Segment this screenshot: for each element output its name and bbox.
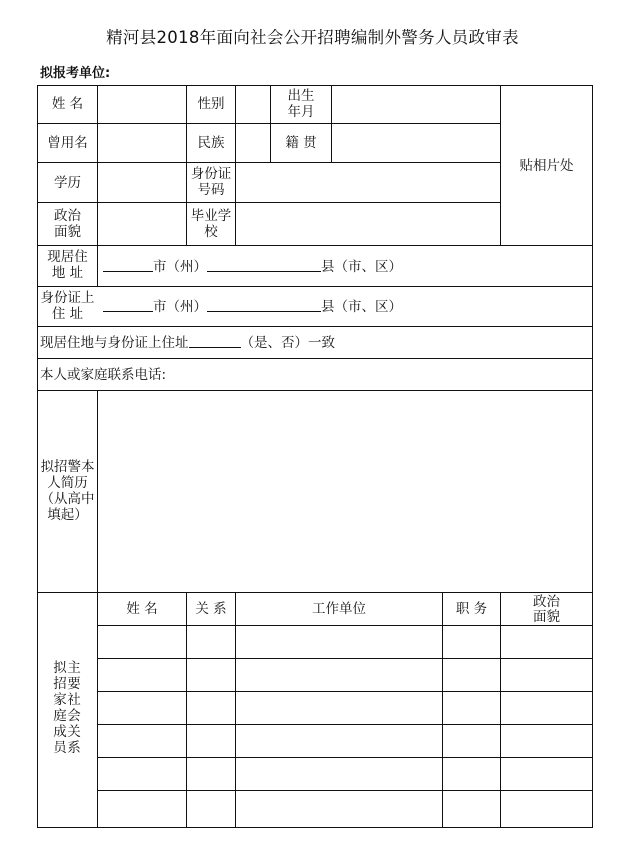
- family-char: 社: [67, 692, 81, 708]
- family-header-political-line2: 面貌: [533, 609, 560, 625]
- id-number-field[interactable]: [236, 163, 500, 202]
- birth-label-line2: 年月: [287, 104, 315, 120]
- family-char: 主: [67, 660, 81, 676]
- gender-field[interactable]: [236, 86, 270, 123]
- consistency-suffix: （是、否）一致: [240, 335, 335, 351]
- address-consistency-line[interactable]: [40, 334, 335, 351]
- school-label-line1: 毕业学: [190, 208, 232, 224]
- id-number-label-line1: 身份证: [190, 166, 232, 182]
- education-field[interactable]: [98, 163, 186, 202]
- resume-label-line4: 填起）: [47, 507, 88, 523]
- family-char: 家: [53, 692, 67, 708]
- photo-area[interactable]: [501, 86, 592, 245]
- family-char: 招: [53, 676, 67, 692]
- family-char: 拟: [53, 660, 67, 676]
- political-status-label-line2: 面貌: [54, 224, 81, 240]
- city-blank[interactable]: [103, 298, 153, 312]
- name-field[interactable]: [98, 86, 186, 123]
- family-row[interactable]: [98, 725, 592, 757]
- current-address-label-line1: 现居住: [47, 249, 88, 265]
- resume-label-line2: 人简历: [47, 475, 88, 491]
- education-label: 学历: [54, 175, 81, 191]
- county-label: 县（市、区）: [321, 259, 402, 275]
- family-header-position: 职 务: [455, 601, 488, 617]
- family-row[interactable]: [98, 791, 592, 827]
- native-place-label: 籍 贯: [285, 135, 317, 151]
- family-label-col2: [66, 660, 82, 756]
- birth-label-line1: 出生: [287, 88, 315, 104]
- resume-textarea[interactable]: [98, 391, 592, 592]
- city-label: 市（州）: [153, 299, 207, 315]
- family-char: 员: [53, 740, 67, 756]
- resume-label-line1: 拟招警本: [40, 459, 95, 475]
- county-label: 县（市、区）: [321, 299, 402, 315]
- current-address-label-line2: 地 址: [51, 265, 84, 281]
- consistency-blank[interactable]: [189, 334, 241, 348]
- political-status-field[interactable]: [98, 203, 186, 245]
- family-header-political-line1: 政治: [533, 594, 560, 610]
- id-address-label-line2: 住 址: [51, 306, 84, 322]
- photo-label: 贴相片处: [519, 158, 574, 174]
- phone-label: 本人或家庭联系电话:: [40, 367, 167, 383]
- resume-label-line3: （从高中: [40, 491, 95, 507]
- family-char: 系: [67, 740, 81, 756]
- id-address-label-line1: 身份证上: [40, 290, 95, 306]
- family-char: 要: [67, 676, 81, 692]
- family-row[interactable]: [98, 626, 592, 658]
- consistency-prefix: 现居住地与身份证上住址: [40, 335, 189, 351]
- family-char: 关: [67, 724, 81, 740]
- county-blank[interactable]: [207, 298, 321, 312]
- ethnicity-field[interactable]: [236, 124, 270, 162]
- id-address-line[interactable]: [103, 298, 402, 315]
- family-char: 会: [67, 708, 81, 724]
- school-field[interactable]: [236, 203, 500, 245]
- native-place-field[interactable]: [332, 124, 500, 162]
- name-label: 姓 名: [51, 96, 84, 112]
- family-row[interactable]: [98, 692, 592, 724]
- family-row[interactable]: [98, 758, 592, 790]
- family-row[interactable]: [98, 659, 592, 691]
- political-status-label-line1: 政治: [54, 208, 81, 224]
- former-name-field[interactable]: [98, 124, 186, 162]
- gender-label: 性别: [197, 96, 225, 112]
- city-blank[interactable]: [103, 258, 153, 272]
- family-char: 庭: [53, 708, 67, 724]
- applying-unit-label: 拟报考单位:: [40, 66, 111, 81]
- form-title: 精河县2018年面向社会公开招聘编制外警务人员政审表: [106, 28, 519, 47]
- id-number-label-line2: 号码: [197, 182, 225, 198]
- family-header-workplace: 工作单位: [312, 601, 366, 617]
- current-address-line[interactable]: [103, 258, 402, 275]
- ethnicity-label: 民族: [197, 135, 225, 151]
- family-header-relation: 关 系: [195, 601, 227, 617]
- family-header-name: 姓 名: [126, 601, 158, 617]
- school-label-line2: 校: [204, 224, 218, 240]
- city-label: 市（州）: [153, 259, 207, 275]
- former-name-label: 曾用名: [47, 135, 88, 151]
- family-char: 成: [53, 724, 67, 740]
- birth-field[interactable]: [332, 86, 500, 123]
- county-blank[interactable]: [207, 258, 321, 272]
